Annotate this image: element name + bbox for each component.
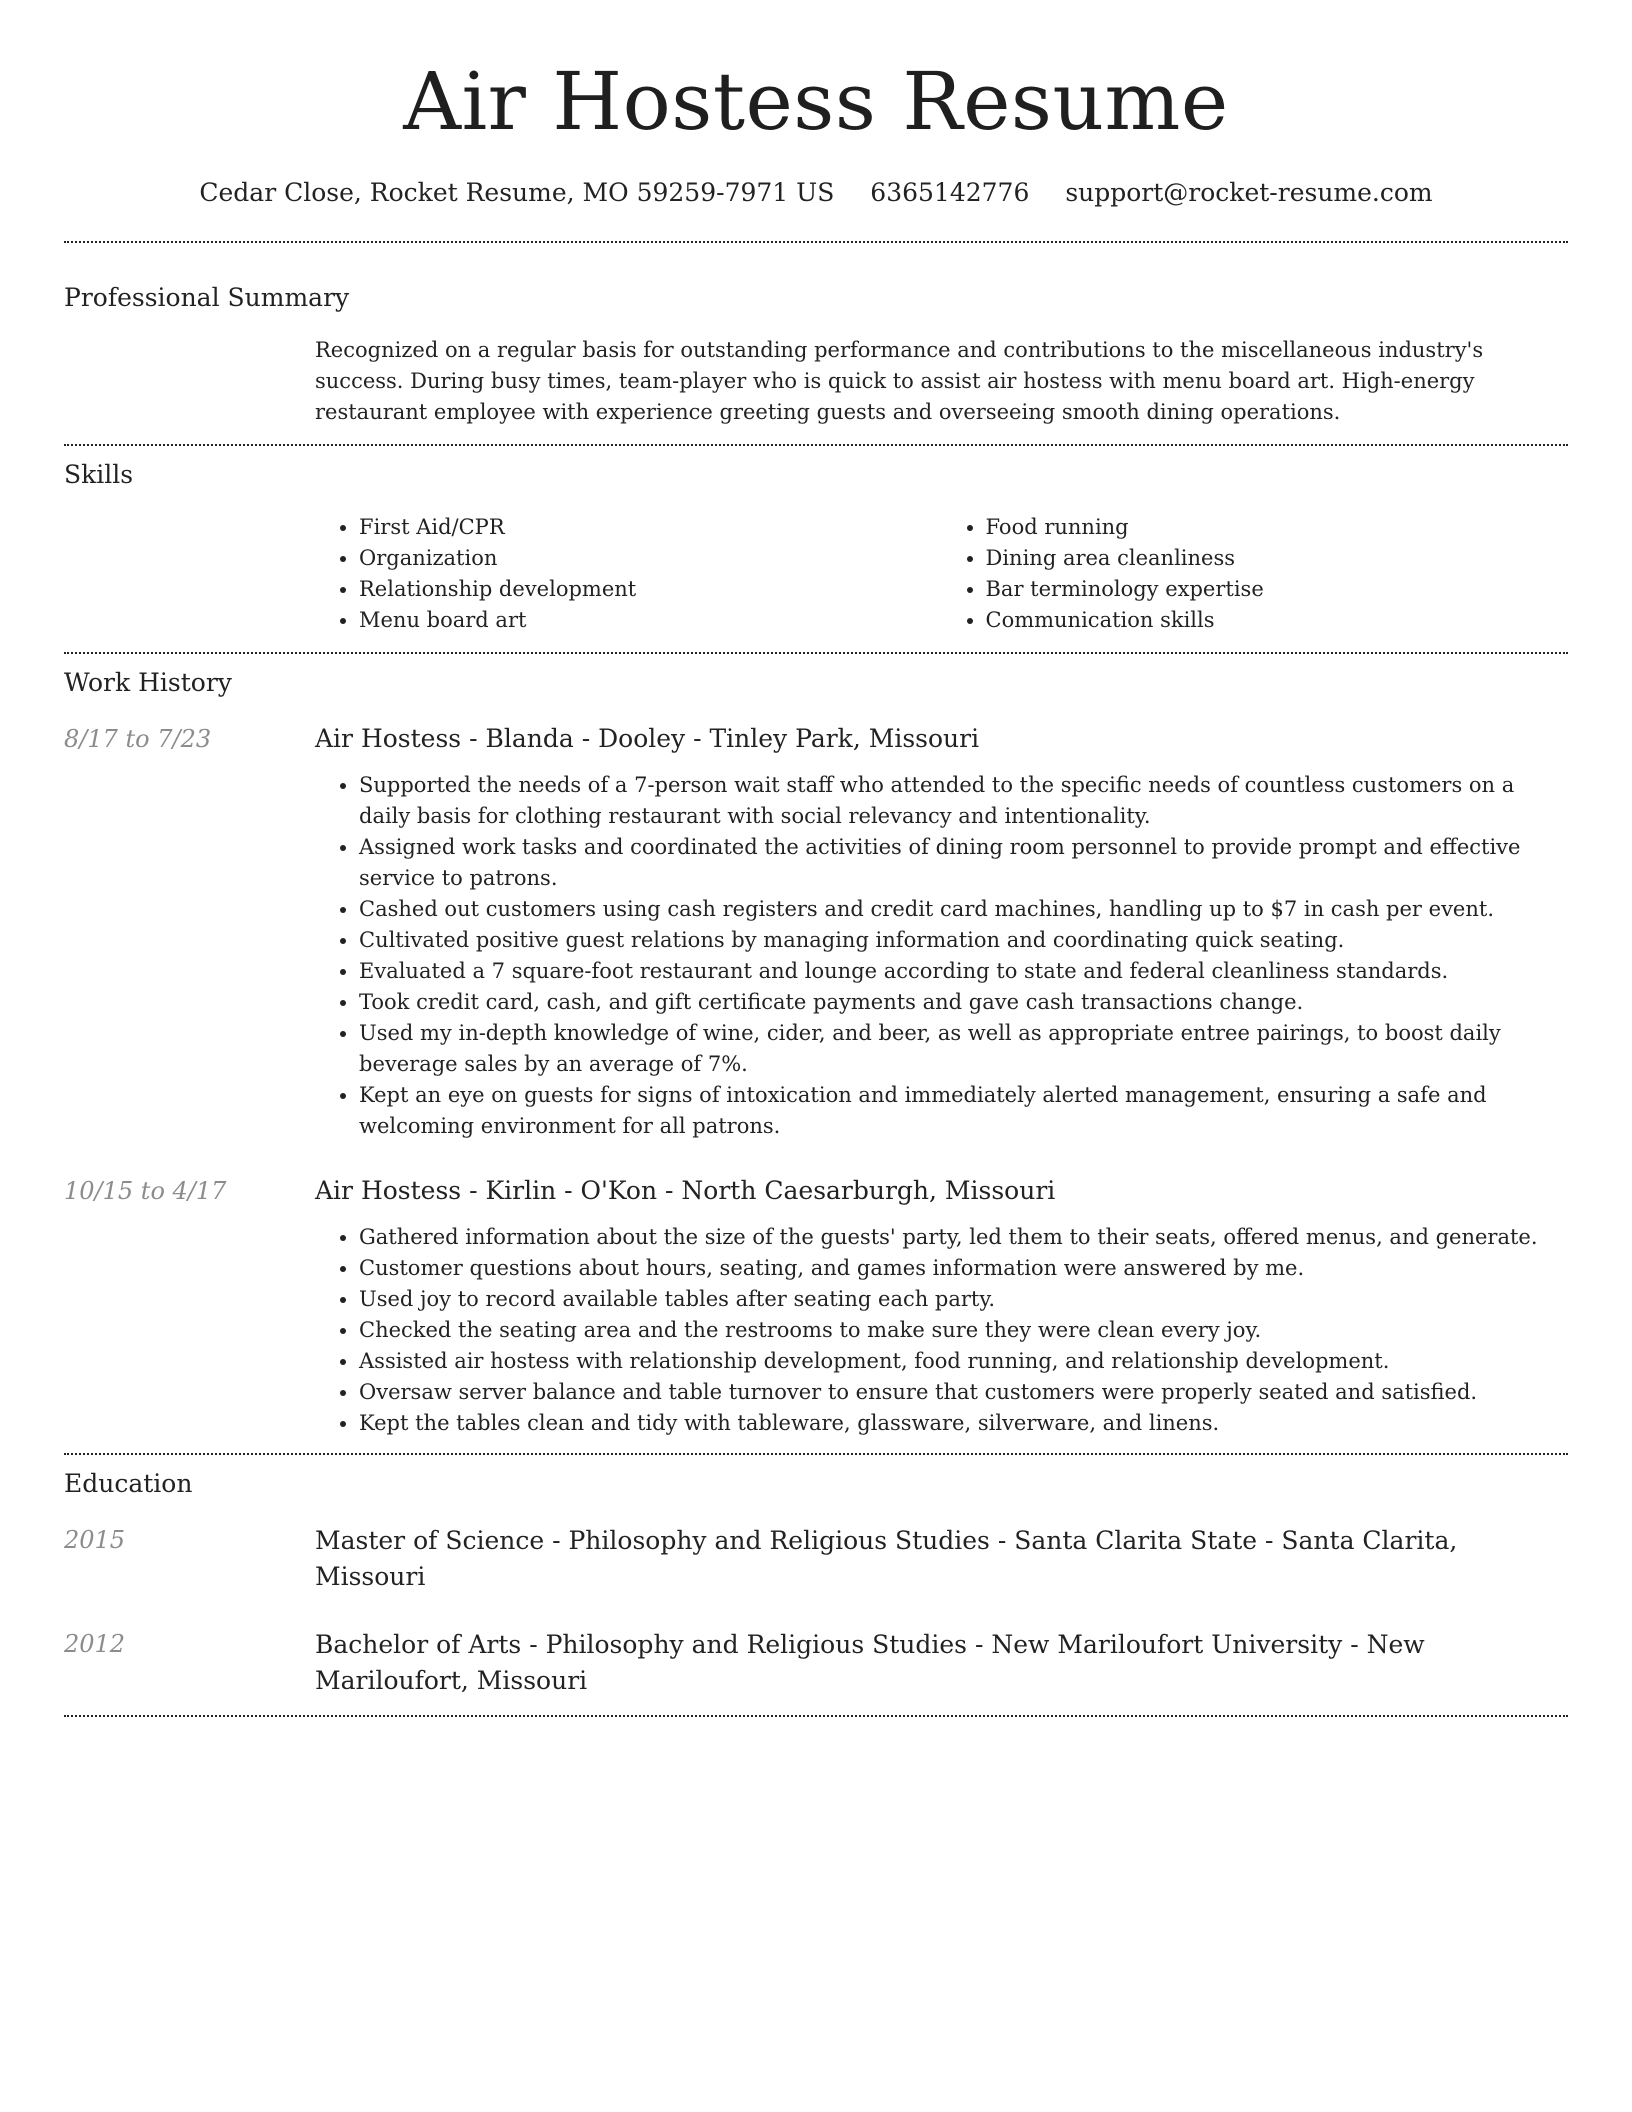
list-item: • Food running	[986, 512, 1569, 543]
education-year: 2015	[64, 1526, 126, 1554]
skills-grid	[315, 512, 1568, 636]
job-title: Air Hostess - Blanda - Dooley - Tinley Park, Missouri	[315, 724, 980, 753]
list-item: • Used my in-depth knowledge of wine, cider, and beer, as well as appropriate entree pairings, to boost daily beverage sales by an average of 7%.	[359, 1018, 1568, 1080]
job-entry	[64, 1174, 1568, 1439]
list-item: • Supported the needs of a 7-person wait staff who attended to the specific needs of countless customers on a daily basis for clothing restaurant with social relevancy and intentionality.	[359, 770, 1568, 832]
section-heading-work-history: Work History	[64, 668, 232, 697]
page-title: Air Hostess Resume	[403, 55, 1229, 148]
section-heading-summary: Professional Summary	[64, 283, 350, 312]
list-item: • Gathered information about the size of the guests' party, led them to their seats, offered menus, and generate.	[359, 1222, 1568, 1253]
list-item: • Menu board art	[359, 605, 942, 636]
list-item: • Assigned work tasks and coordinated the activities of dining room personnel to provide prompt and effective service to patrons.	[359, 832, 1568, 894]
list-item: • Organization	[359, 543, 942, 574]
education-school: - New Mariloufort University - New Mariloufort, Missouri	[315, 1630, 1425, 1695]
work-history-section	[64, 654, 1568, 1453]
list-item: • Cultivated positive guest relations by managing information and coordinating quick seating.	[359, 925, 1568, 956]
summary-text: Recognized on a regular basis for outstanding performance and contributions to the miscellaneous industry's success. During busy times, team-player who is quick to assist air hostess with menu board art. High-energy restaurant employee with experience greeting guests and overseeing smooth dining operations.	[315, 338, 1484, 424]
list-item: • Dining area cleanliness	[986, 543, 1569, 574]
skills-list-right	[942, 512, 1569, 636]
list-item: • Assisted air hostess with relationship development, food running, and relationship development.	[359, 1346, 1568, 1377]
job-title: Air Hostess - Kirlin - O'Kon - North Caesarburgh, Missouri	[315, 1176, 1056, 1205]
education-entry	[64, 1627, 1568, 1699]
section-heading-skills: Skills	[64, 460, 134, 489]
job-bullets	[315, 1222, 1568, 1439]
summary-section	[64, 243, 1568, 444]
job-dates: 10/15 to 4/17	[64, 1177, 227, 1205]
job-dates: 8/17 to 7/23	[64, 725, 212, 753]
list-item: • Relationship development	[359, 574, 942, 605]
contact-phone: 6365142776	[870, 178, 1030, 207]
job-bullets	[315, 770, 1568, 1142]
list-item: • Used joy to record available tables after seating each party.	[359, 1284, 1568, 1315]
contact-email: support@rocket-resume.com	[1065, 178, 1433, 207]
list-item: • Oversaw server balance and table turnover to ensure that customers were properly seated and satisfied.	[359, 1377, 1568, 1408]
list-item: • First Aid/CPR	[359, 512, 942, 543]
list-item: • Kept the tables clean and tidy with tableware, glassware, silverware, and linens.	[359, 1408, 1568, 1439]
divider	[64, 1715, 1568, 1717]
list-item: • Kept an eye on guests for signs of intoxication and immediately alerted management, ensuring a safe and welcoming environment for all patrons.	[359, 1080, 1568, 1142]
education-entry	[64, 1523, 1568, 1595]
education-section	[64, 1455, 1568, 1715]
list-item: • Checked the seating area and the restrooms to make sure they were clean every joy.	[359, 1315, 1568, 1346]
list-item: • Cashed out customers using cash registers and credit card machines, handling up to $7 in cash per event.	[359, 894, 1568, 925]
list-item: • Took credit card, cash, and gift certificate payments and gave cash transactions change.	[359, 987, 1568, 1018]
list-item: • Customer questions about hours, seating, and games information were answered by me.	[359, 1253, 1568, 1284]
education-school: - Santa Clarita State - Santa Clarita, Missouri	[315, 1526, 1458, 1591]
list-item: • Communication skills	[986, 605, 1569, 636]
skills-section	[64, 446, 1568, 652]
contact-address: Cedar Close, Rocket Resume, MO 59259-7971 US	[199, 178, 835, 207]
education-year: 2012	[64, 1630, 126, 1658]
job-entry	[64, 722, 1568, 1142]
contact-info	[64, 176, 1568, 210]
education-degree: Bachelor of Arts - Philosophy and Religious Studies	[315, 1630, 968, 1659]
list-item: • Bar terminology expertise	[986, 574, 1569, 605]
education-degree: Master of Science - Philosophy and Religious Studies	[315, 1526, 990, 1555]
skills-list-left	[315, 512, 942, 636]
list-item: • Evaluated a 7 square-foot restaurant and lounge according to state and federal cleanliness standards.	[359, 956, 1568, 987]
section-heading-education: Education	[64, 1469, 193, 1498]
